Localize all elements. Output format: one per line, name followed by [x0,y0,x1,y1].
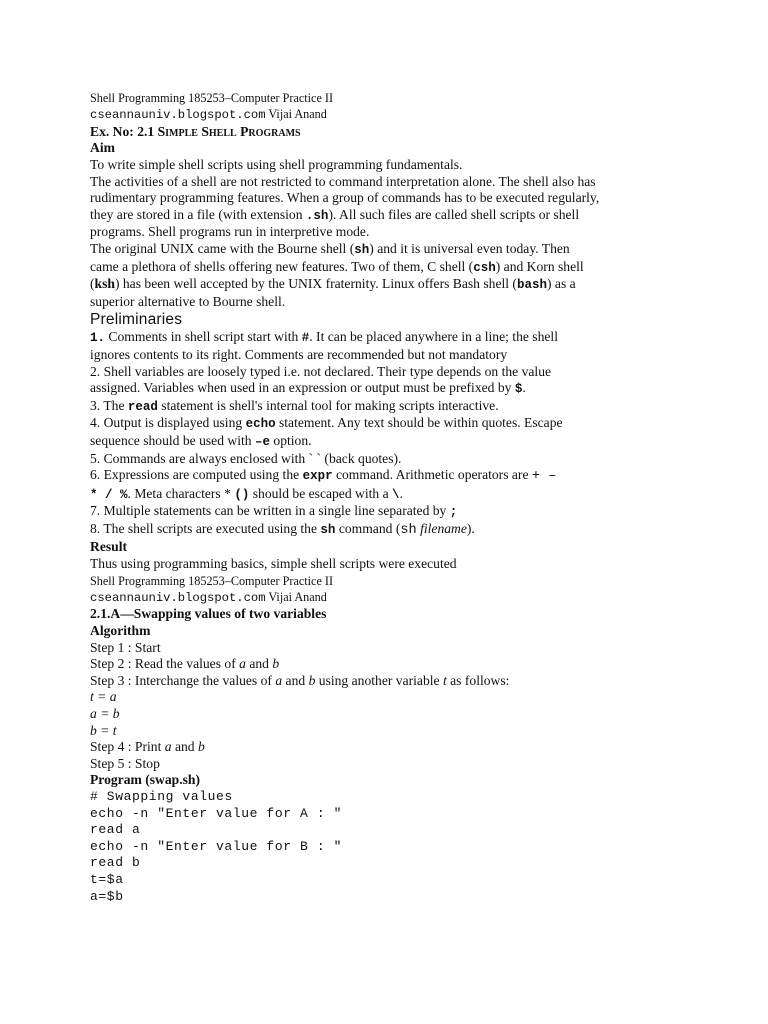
algorithm-step: Step 1 : Start [90,639,161,655]
aim-paragraph-line: rudimentary programming features. When a group of commands has to be executed regularly, [90,190,600,206]
running-header-site: cseannauniv.blogspot.com Vijai Anand [90,590,327,606]
program-heading: Program (swap.sh) [90,772,201,788]
running-header-title: Shell Programming 185253–Computer Practice II [90,91,334,105]
running-header-site: cseannauniv.blogspot.com Vijai Anand [90,107,327,123]
code-line: read a [90,822,141,838]
running-header-title: Shell Programming 185253–Computer Practice II [90,573,334,588]
preliminary-item: ignores contents to its right. Comments are recommended but not mandatory [90,346,508,362]
preliminary-item: * / %. Meta characters * () should be escaped with a \. [90,485,403,502]
code-line: echo -n "Enter value for A : " [90,805,343,821]
exercise-title: Ex. No: 2.1 Simple Shell Programs [90,123,301,139]
preliminary-item: 1. Comments in shell script start with #. It can be placed anywhere in a line; the shell [90,329,558,346]
algorithm-equation: t = a [90,689,117,705]
aim-text: To write simple shell scripts using shell programming fundamentals. [90,157,463,172]
preliminary-item: 5. Commands are always enclosed with ` ` (back quotes). [90,450,402,466]
code-line: t=$a [90,871,124,887]
aim-paragraph-line: they are stored in a file (with extension .sh). All such files are called shell scripts or shell [90,206,580,223]
algorithm-step: Step 2 : Read the values of a and b [90,656,280,672]
aim-paragraph-line: (ksh) has been well accepted by the UNIX fraternity. Linux offers Bash shell (bash) as a [90,276,576,293]
preliminary-item: 7. Multiple statements can be written in a single line separated by ; [90,503,458,520]
algorithm-step: Step 4 : Print a and b [90,739,205,755]
code-line: echo -n "Enter value for B : " [90,838,343,854]
algorithm-heading: Algorithm [90,623,151,639]
algorithm-equation: a = b [90,706,120,722]
aim-paragraph-line: superior alternative to Bourne shell. [90,293,286,309]
code-line: # Swapping values [90,789,233,804]
code-line: a=$b [90,888,124,904]
preliminary-item: 4. Output is displayed using echo statement. Any text should be within quotes. Escape [90,415,563,432]
section-heading: 2.1.A—Swapping values of two variables [90,606,327,622]
aim-paragraph-line: programs. Shell programs run in interpretive mode. [90,224,370,240]
document-page [90,90,650,905]
result-heading: Result [90,539,128,555]
algorithm-step: Step 3 : Interchange the values of a and b using another variable t as follows: [90,672,510,688]
aim-paragraph-line: The original UNIX came with the Bourne shell (sh) and it is universal even today. Then [90,240,570,257]
aim-paragraph-line: came a plethora of shells offering new features. Two of them, C shell (csh) and Korn shell [90,258,584,275]
preliminaries-heading: Preliminaries [90,311,183,329]
aim-paragraph-line: The activities of a shell are not restricted to command interpretation alone. The shell also has [90,173,596,189]
preliminary-item: 6. Expressions are computed using the expr command. Arithmetic operators are + – [90,467,557,485]
preliminary-item: 2. Shell variables are loosely typed i.e. not declared. Their type depends on the value [90,363,552,379]
result-text: Thus using programming basics, simple shell scripts were executed [90,556,457,572]
preliminary-item: 8. The shell scripts are executed using the sh command (sh filename). [90,520,475,538]
algorithm-step: Step 5 : Stop [90,755,160,771]
algorithm-equation: b = t [90,722,117,738]
code-line: read b [90,855,141,871]
aim-heading: Aim [90,140,115,156]
preliminary-item: sequence should be used with –e option. [90,432,312,449]
preliminary-item: 3. The read statement is shell's internal tool for making scripts interactive. [90,397,499,414]
preliminary-item: assigned. Variables when used in an expression or output must be prefixed by $. [90,380,526,397]
